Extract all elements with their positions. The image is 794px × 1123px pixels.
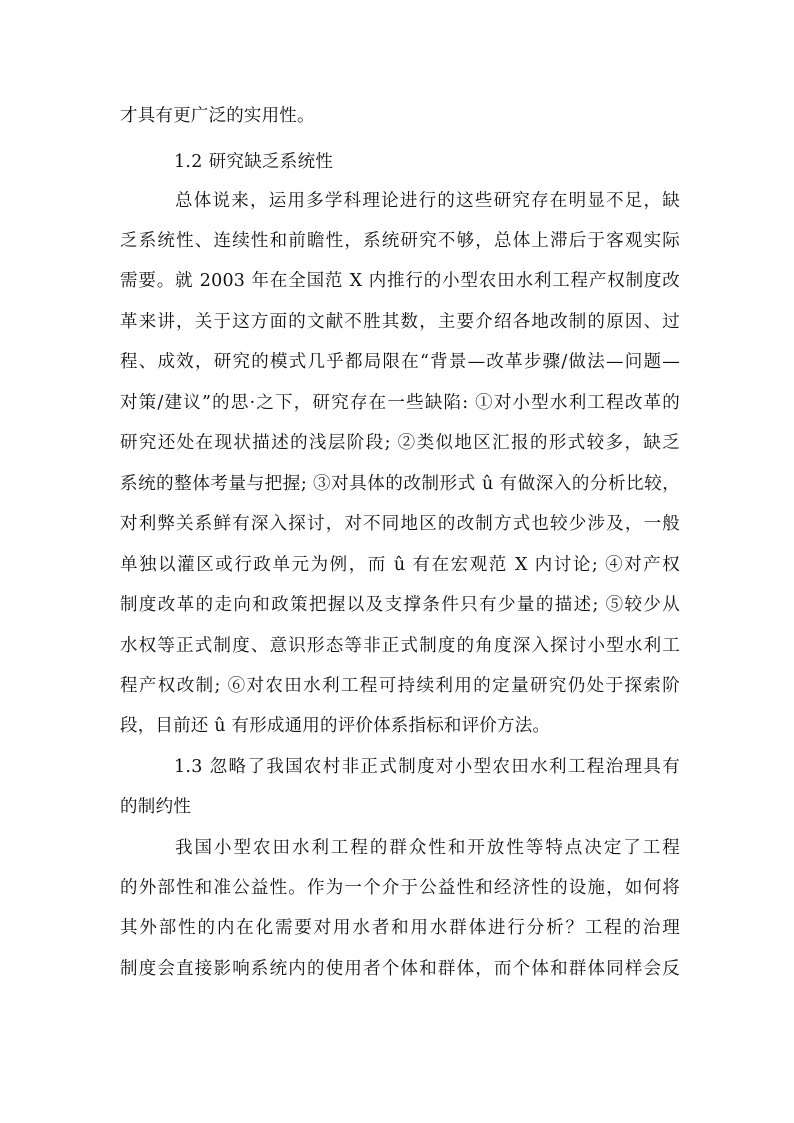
paragraph-line: 需要。就 2003 年在全国范 X 内推行的小型农田水利工程产权制度改	[120, 271, 680, 291]
paragraph-line: 对策/建议”的思·之下，研究存在一些缺陷: ①对小型水利工程改革的	[120, 393, 680, 413]
paragraph-line: 其外部性的内在化需要对用水者和用水群体进行分析？工程的治理	[120, 918, 680, 938]
section-heading-1-3-continued: 的制约性	[120, 797, 192, 817]
paragraph-line: 乏系统性、连续性和前瞻性，系统研究不够，总体上滞后于客观实际	[120, 231, 680, 251]
paragraph-line: 总体说来，运用多学科理论进行的这些研究存在明显不足，缺	[175, 191, 680, 211]
paragraph-line: 革来讲，关于这方面的文献不胜其数，主要介绍各地改制的原因、过	[120, 312, 680, 332]
paragraph-line: 制度会直接影响系统内的使用者个体和群体，而个体和群体同样会反	[120, 959, 680, 979]
paragraph-line: 程产权改制; ⑥对农田水利工程可持续利用的定量研究仍处于探索阶	[120, 676, 680, 696]
paragraph-line: 系统的整体考量与把握; ③对具体的改制形式 û 有做深入的分析比较，	[120, 474, 680, 494]
paragraph-line: 才具有更广泛的实用性。	[120, 106, 315, 126]
section-heading-1-2: 1.2 研究缺乏系统性	[174, 152, 334, 172]
section-heading-1-3: 1.3 忽略了我国农村非正式制度对小型农田水利工程治理具有	[174, 757, 680, 777]
paragraph-line: 制度改革的走向和政策把握以及支撑条件只有少量的描述; ⑤较少从	[120, 595, 680, 615]
paragraph-line: 研究还处在现状描述的浅层阶段; ②类似地区汇报的形式较多，缺乏	[120, 433, 680, 453]
paragraph-line: 程、成效，研究的模式几乎都局限在“背景—改革步骤/做法—问题—	[120, 352, 680, 372]
paragraph-line: 段，目前还 û 有形成通用的评价体系指标和评价方法。	[120, 716, 551, 736]
paragraph-line: 单独以灌区或行政单元为例，而 û 有在宏观范 X 内讨论; ④对产权	[120, 555, 680, 575]
paragraph-line: 的外部性和准公益性。作为一个介于公益性和经济性的设施，如何将	[120, 878, 680, 898]
paragraph-line: 对利弊关系鲜有深入探讨，对不同地区的改制方式也较少涉及，一般	[120, 514, 680, 534]
paragraph-line: 我国小型农田水利工程的群众性和开放性等特点决定了工程	[175, 838, 680, 858]
paragraph-line: 水权等正式制度、意识形态等非正式制度的角度深入探讨小型水利工	[120, 636, 680, 656]
